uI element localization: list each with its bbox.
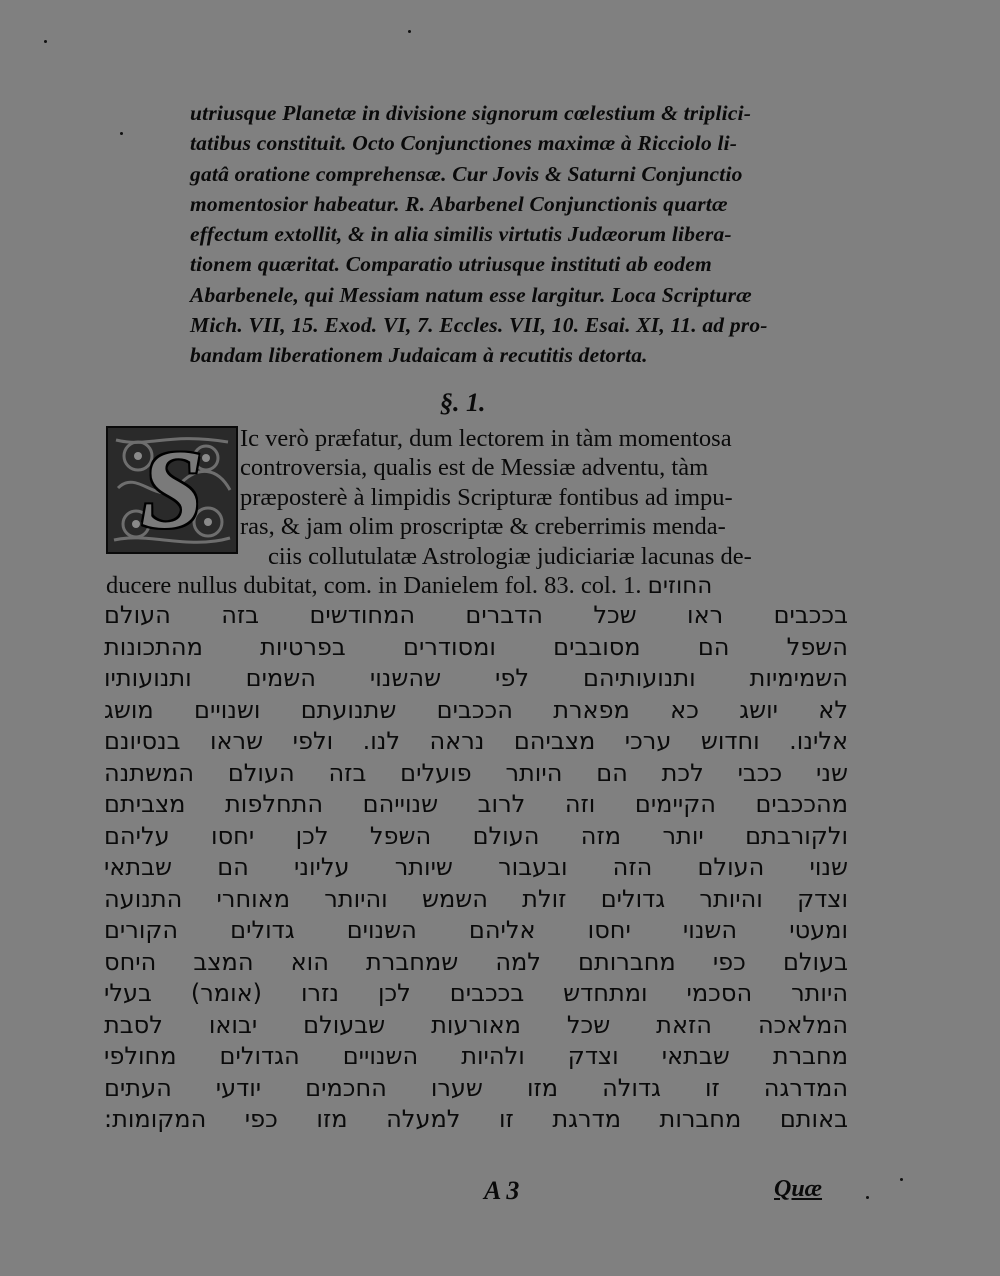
hebrew-line: השפל הם מסובבים ומסודרים בפרטיות מהתכונות [104,632,848,661]
ink-speck [866,1196,869,1199]
hebrew-line: שנוי העולם הזה ובעבור שיותר עליוני הם שבתאי [104,853,848,881]
latin-line [106,571,846,601]
hebrew-line: מהככבים הקיימים וזה לרוב שנוייהם התחלפות מצביתם [104,790,848,818]
latin-line: Ic verò præfatur, dum lectorem in tàm momentosa [240,425,732,452]
summary-line: Abarbenele, qui Messiam natum esse largitur. Loca Scripturæ [190,282,752,307]
hebrew-line: אלינו. וחדוש ערכי מצביהם נראה לנו. ולפי שראו בנסיונם [104,727,848,755]
summary-line: momentosior habeatur. R. Abarbenel Conjunctionis quartæ [190,191,728,216]
hebrew-line: ולקורבתם יותר מזה העולם השפל לכן יחסו עליהם [104,821,848,850]
summary-line: tionem quæritat. Comparatio utriusque instituti ab eodem [190,252,712,277]
summary-line: effectum extollit, & in alia similis virtutis Judæorum libera- [190,222,732,247]
hebrew-line: בככבים ראו שכל הדברים המחודשים בזה העולם [104,601,848,629]
ink-speck [408,30,411,33]
latin-line: ras, & jam olim proscriptæ & creberrimis menda- [240,513,726,541]
hebrew-line: באותם מחברות מדרגת זו למעלה מזו כפי המקומות: [104,1105,848,1133]
latin-body [106,424,846,601]
summary-line: bandam liberationem Judaicam à recutitis detorta. [190,343,648,368]
dropcap-letter: S [140,427,204,552]
latin-line: præposterè à limpidis Scripturæ fontibus ad impu- [240,483,733,511]
hebrew-line: מחברת שבתאי וצדק ולהיות השנויים הגדולים מחולפי [104,1042,848,1070]
hebrew-line: וצדק והיותר גדולים זולת השמש והיותר מאוחרי התנועה [104,884,848,913]
hebrew-line: ומעטי השנוי יחסו אליהם השנוים גדולים הקורים [104,916,848,944]
signature-mark: A 3 [484,1176,520,1205]
summary-line: Mich. VII, 15. Exod. VI, 7. Eccles. VII, 10. Esai. XI, 11. ad pro- [190,313,768,338]
hebrew-fragment: החוזים [647,573,713,600]
hebrew-line: היותר הסכמי ומתחדש בככבים לכן נזרו (אומר) בעלי [104,979,848,1007]
ink-speck [44,40,47,43]
ink-speck [900,1178,903,1181]
ink-speck [120,132,123,135]
catchword: Quæ [774,1176,823,1202]
hebrew-line: המדרגה זו גדולה מזו שערו החכמים יודעי העתים [104,1073,848,1102]
hebrew-quotation [104,600,848,1136]
summary-line: tatibus constituit. Octo Conjunctiones maximæ à Ricciolo li- [190,131,738,156]
hebrew-line: השמימיות ותנועותיהם לפי שהשנוי השמים ותנועותיו [104,664,848,692]
latin-line: ciis collutulatæ Astrologiæ judiciariæ lacunas de- [268,542,752,570]
summary-line: utriusque Planetæ in divisione signorum cœlestium & triplici- [190,101,752,125]
hebrew-line: לא יושג כא מפארת הככבים שתנועתם ושנויים מושג [104,695,848,724]
hebrew-line: שני ככבי לכת הם היותר פועלים בזה העולם המשתנה [104,758,848,787]
chapter-summary [190,98,860,371]
latin-line-text: ducere nullus dubitat, com. in Danielem fol. 83. col. 1. [106,572,642,600]
hebrew-line: המלאכה הזאת שכל מאורעות שבעולם יבואו לסבת [104,1010,848,1039]
section-mark: §. 1. [440,388,486,417]
hebrew-line: בעולם כפי מחברותם למה שמחברת הוא המצב היחס [104,947,848,976]
summary-line: gatâ oratione comprehensæ. Cur Jovis & Saturni Conjunctio [190,161,743,186]
latin-line: controversia, qualis est de Messiæ adventu, tàm [240,454,709,482]
